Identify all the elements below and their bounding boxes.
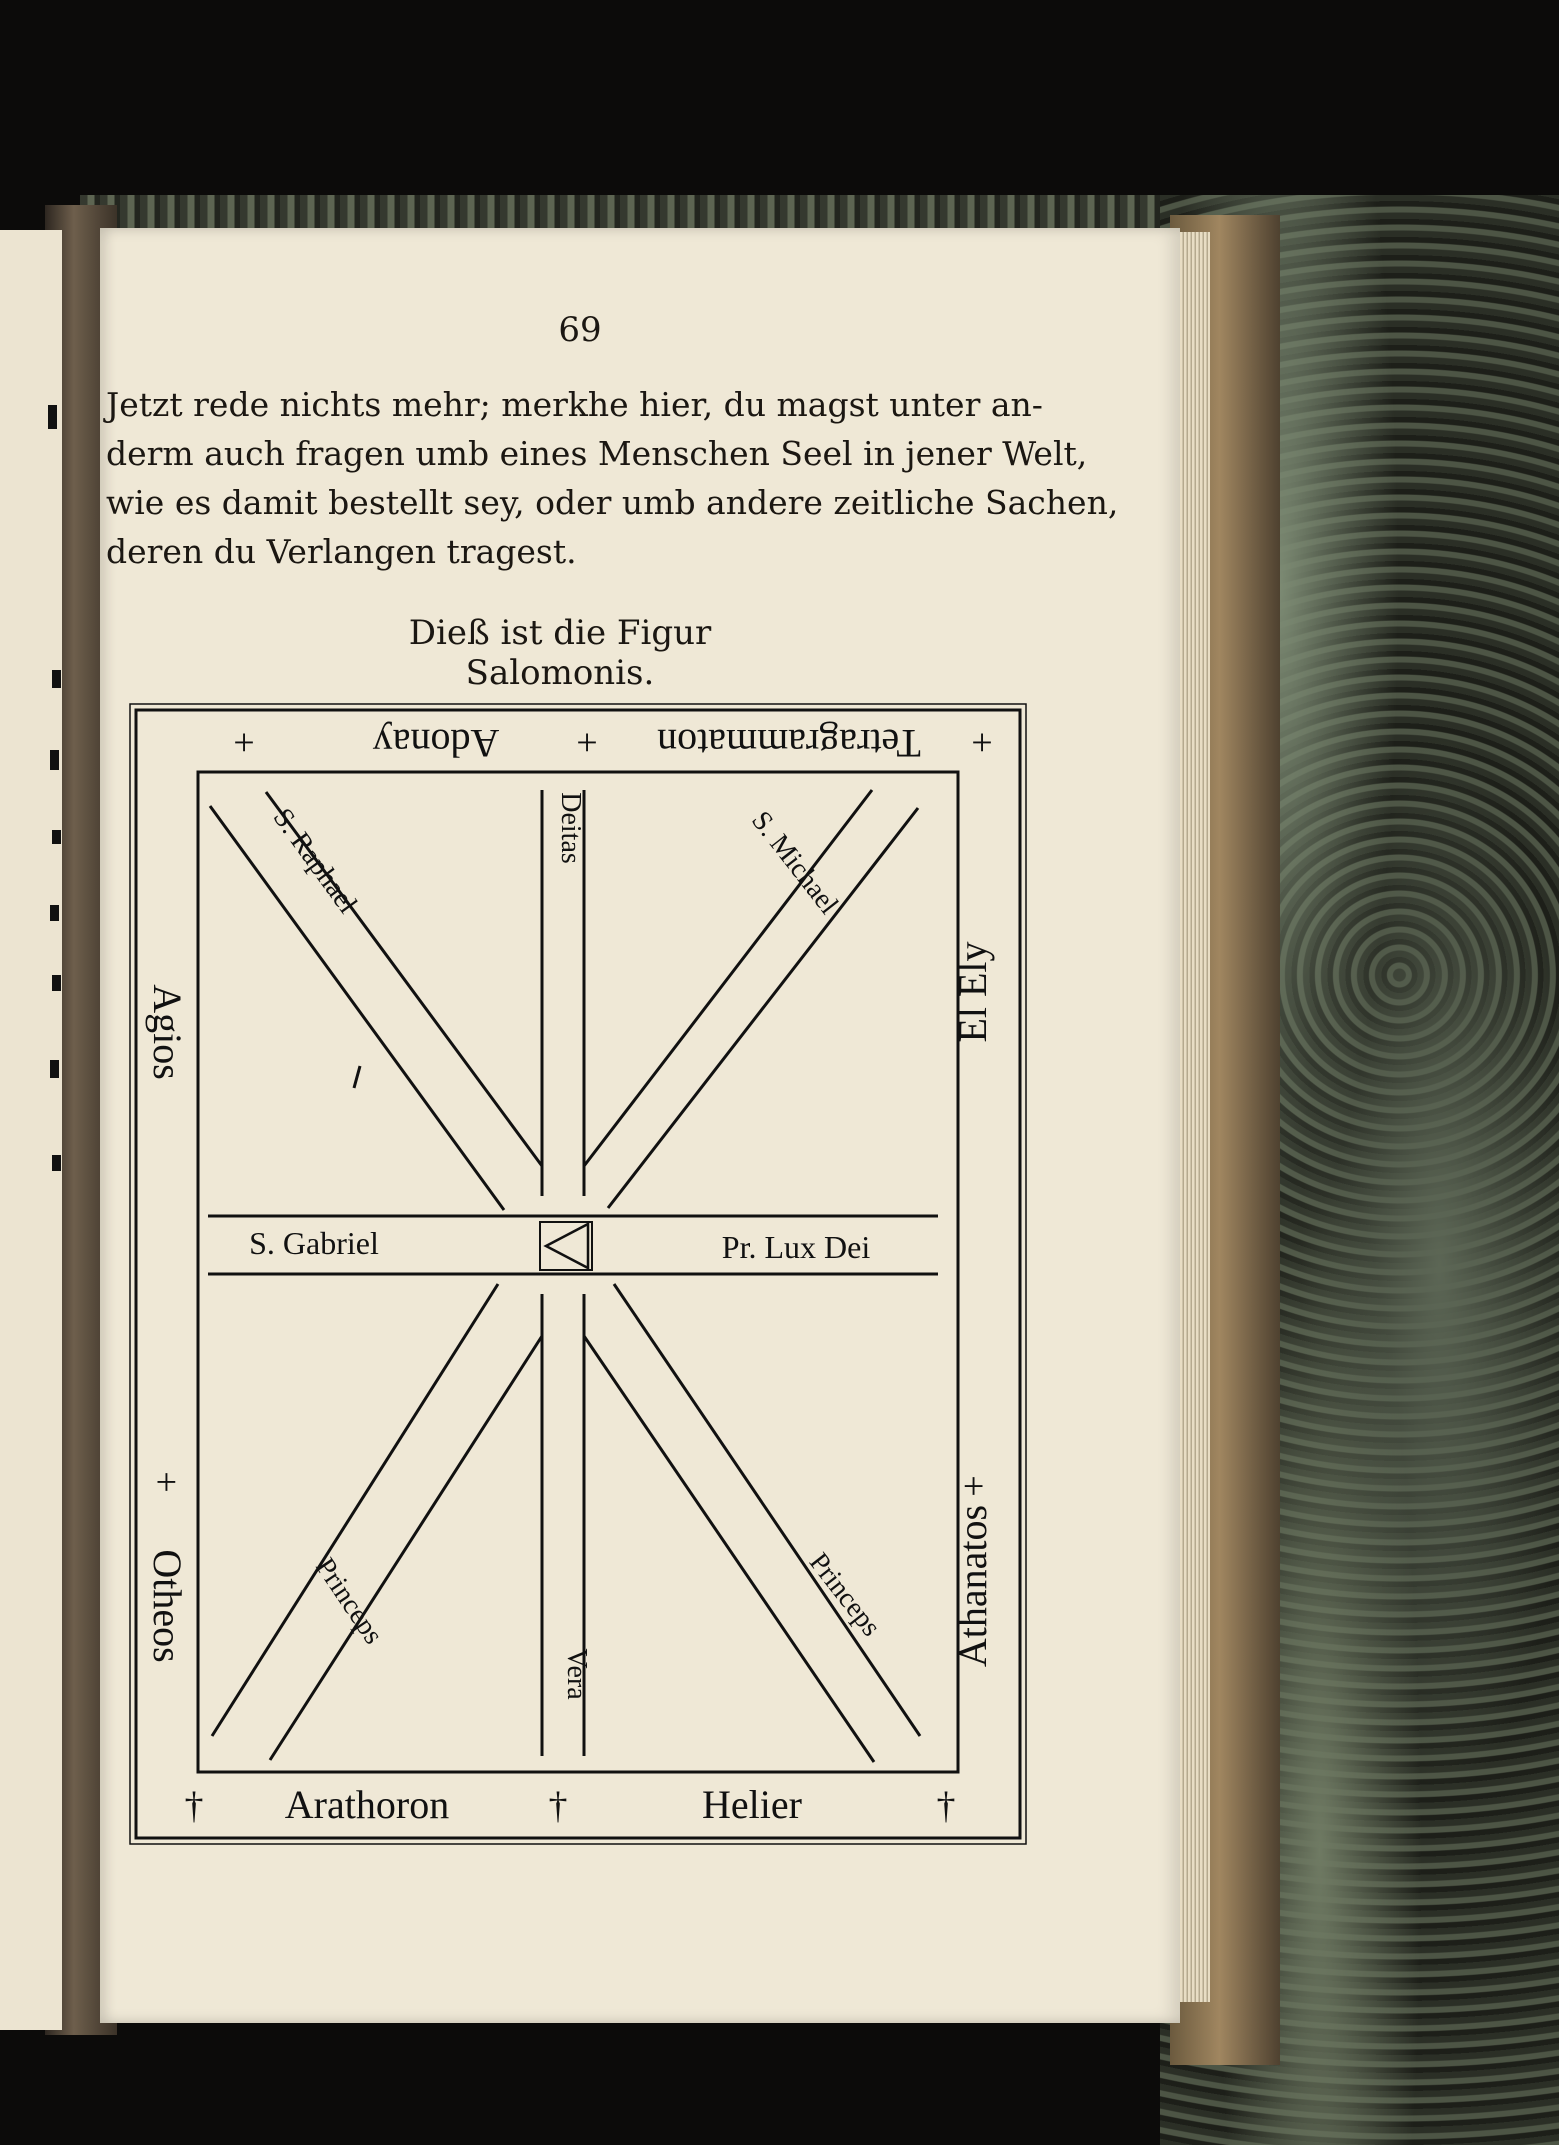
diagonal-lower-left-b — [270, 1336, 542, 1760]
stray-mark — [354, 1066, 360, 1088]
label-princeps-right: Princeps — [802, 1547, 887, 1643]
top-cross-left: + — [233, 721, 255, 763]
label-pr-lux-dei: Pr. Lux Dei — [721, 1229, 871, 1265]
previous-page-edge — [0, 230, 62, 2030]
left-cross: + — [145, 1471, 187, 1493]
book-page — [100, 228, 1180, 2023]
bottom-name-left: Arathoron — [284, 1782, 450, 1827]
figure-caption: Dieß ist die Figur Salomonis. — [408, 613, 712, 693]
body-paragraph — [106, 380, 1119, 576]
top-name-right: Tetragrammaton — [657, 721, 921, 766]
left-upper-name: Agios — [145, 984, 190, 1080]
center-triangle-icon — [546, 1224, 588, 1268]
diagonal-upper-right-b — [584, 790, 872, 1166]
diagonal-upper-left-a — [210, 806, 504, 1210]
figure-diagram — [128, 696, 1028, 1846]
top-cross-mid: + — [576, 721, 598, 763]
label-vera: Vera — [561, 1648, 592, 1700]
label-deitas: Deitas — [555, 792, 586, 864]
right-cross: + — [953, 1475, 995, 1497]
bottom-cross-mid: † — [548, 1785, 568, 1827]
label-princeps-left: Princeps — [309, 1552, 389, 1650]
bottom-name-right: Helier — [702, 1782, 802, 1827]
label-s-gabriel: S. Gabriel — [249, 1225, 379, 1261]
body-line: wie es damit bestellt sey, oder umb andere zeitliche Sachen, — [106, 483, 1119, 522]
top-cross-right: + — [971, 721, 993, 763]
body-line: deren du Verlangen tragest. — [106, 532, 577, 571]
body-line: derm auch fragen umb eines Menschen Seel in jener Welt, — [106, 434, 1088, 473]
bottom-cross-left: † — [184, 1785, 204, 1827]
figure-salomonis — [128, 696, 1028, 1846]
page-number: 69 — [558, 310, 602, 350]
diagonal-lower-right-a — [614, 1284, 920, 1736]
diagonal-lower-left-a — [212, 1284, 498, 1736]
right-upper-name: El Ely — [950, 941, 995, 1043]
diagonal-upper-right-a — [608, 808, 918, 1208]
top-name-left: Adonay — [372, 721, 500, 766]
body-line: Jetzt rede nichts mehr; merkhe hier, du magst unter an- — [106, 385, 1043, 424]
bottom-cross-right: † — [936, 1785, 956, 1827]
diagonal-lower-right-b — [584, 1336, 874, 1762]
label-s-raphael: S. Raphael — [266, 802, 364, 920]
right-lower-name: Athanatos — [950, 1504, 995, 1668]
label-s-michael: S. Michael — [745, 805, 845, 921]
left-lower-name: Otheos — [145, 1549, 190, 1663]
